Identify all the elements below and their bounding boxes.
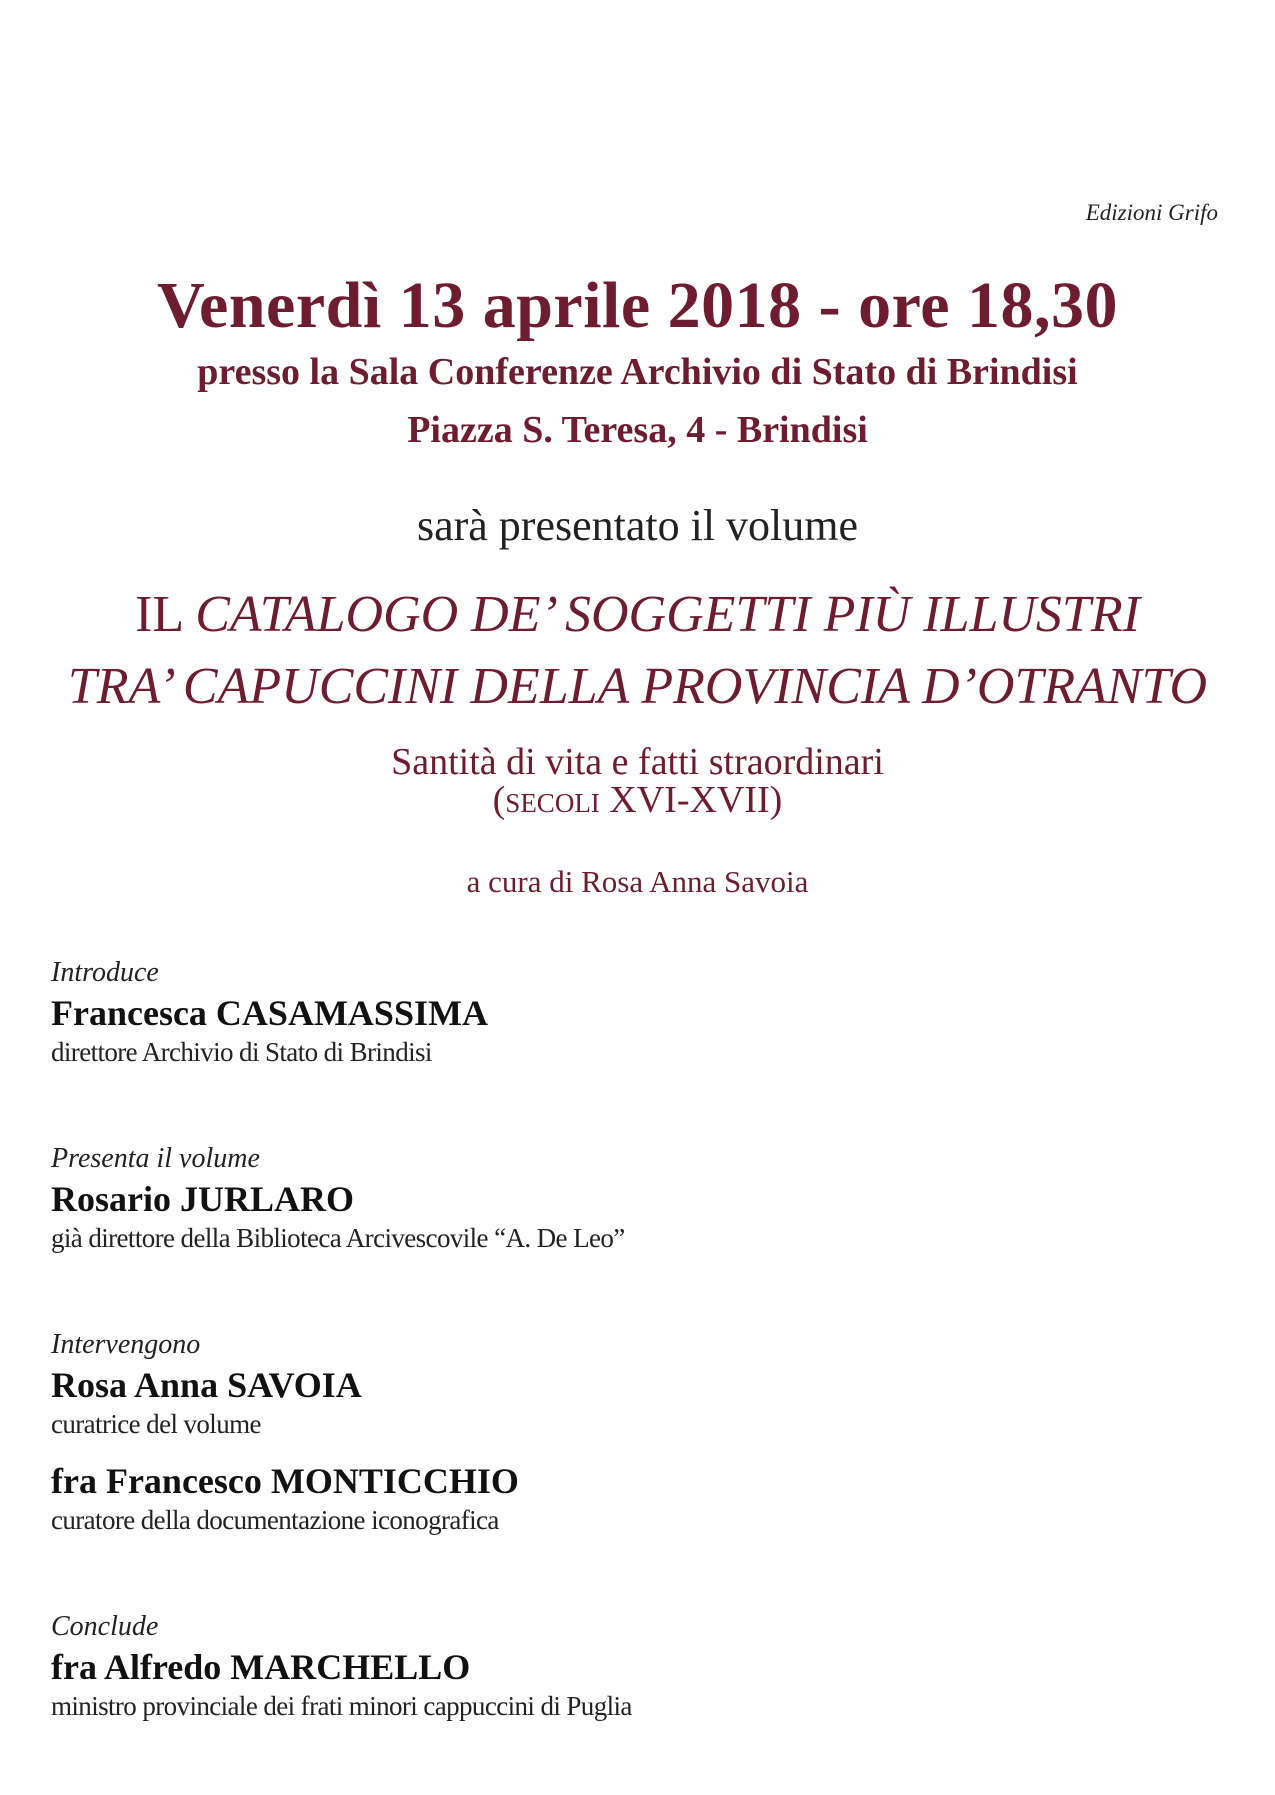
speaker-name: fra Alfredo MARCHELLO <box>51 1647 471 1687</box>
centuries-word: secoli <box>505 779 600 821</box>
section-label: Introduce <box>51 957 159 988</box>
section-conclude <box>51 1609 951 1723</box>
speaker-block <box>51 1363 951 1441</box>
section-label: Intervengono <box>51 1329 201 1360</box>
speaker-role: ministro provinciale dei frati minori cappuccini di Puglia <box>51 1691 632 1721</box>
event-address: Piazza S. Teresa, 4 - Brindisi <box>407 409 868 451</box>
speaker-name: Rosario JURLARO <box>51 1179 354 1219</box>
section-label: Conclude <box>51 1611 159 1642</box>
speaker-block <box>51 991 951 1069</box>
speakers-list <box>51 955 951 1795</box>
speaker-name: Francesca CASAMASSIMA <box>51 993 488 1033</box>
speaker-block <box>51 1645 951 1723</box>
book-curator: a cura di Rosa Anna Savoia <box>466 864 809 899</box>
event-datetime: Venerdì 13 aprile 2018 - ore 18,30 <box>156 269 1119 342</box>
section-label: Presenta il volume <box>51 1143 260 1174</box>
speaker-name: fra Francesco MONTICCHIO <box>51 1461 519 1501</box>
book-title-line1 <box>0 585 1275 644</box>
event-venue: presso la Sala Conferenze Archivio di Stato di Brindisi <box>197 351 1078 393</box>
publisher-label: Edizioni Grifo <box>1085 200 1218 225</box>
book-centuries <box>0 778 1275 822</box>
speaker-name: Rosa Anna SAVOIA <box>51 1365 362 1405</box>
book-title-prefix: IL <box>135 586 196 643</box>
announcement: sarà presentato il volume <box>416 501 859 550</box>
speaker-role: curatore della documentazione iconografica <box>51 1505 499 1535</box>
book-subtitle: Santità di vita e fatti straordinari <box>391 741 884 783</box>
speaker-role: direttore Archivio di Stato di Brindisi <box>51 1037 432 1067</box>
speaker-block <box>51 1459 951 1537</box>
centuries-open: ( <box>492 779 506 821</box>
section-intervengono <box>51 1327 951 1537</box>
speaker-block <box>51 1177 951 1255</box>
section-presenta <box>51 1141 951 1255</box>
speaker-role: curatrice del volume <box>51 1409 261 1439</box>
section-introduce <box>51 955 951 1069</box>
speaker-role: già direttore della Biblioteca Arcivescovile “A. De Leo” <box>51 1223 625 1253</box>
book-title-main: CATALOGO DE’ SOGGETTI PIÙ ILLUSTRI <box>195 586 1140 643</box>
book-title-line2: TRA’ CAPUCCINI DELLA PROVINCIA D’OTRANTO <box>67 658 1208 715</box>
centuries-numbers: XVI-XVII) <box>599 779 783 821</box>
